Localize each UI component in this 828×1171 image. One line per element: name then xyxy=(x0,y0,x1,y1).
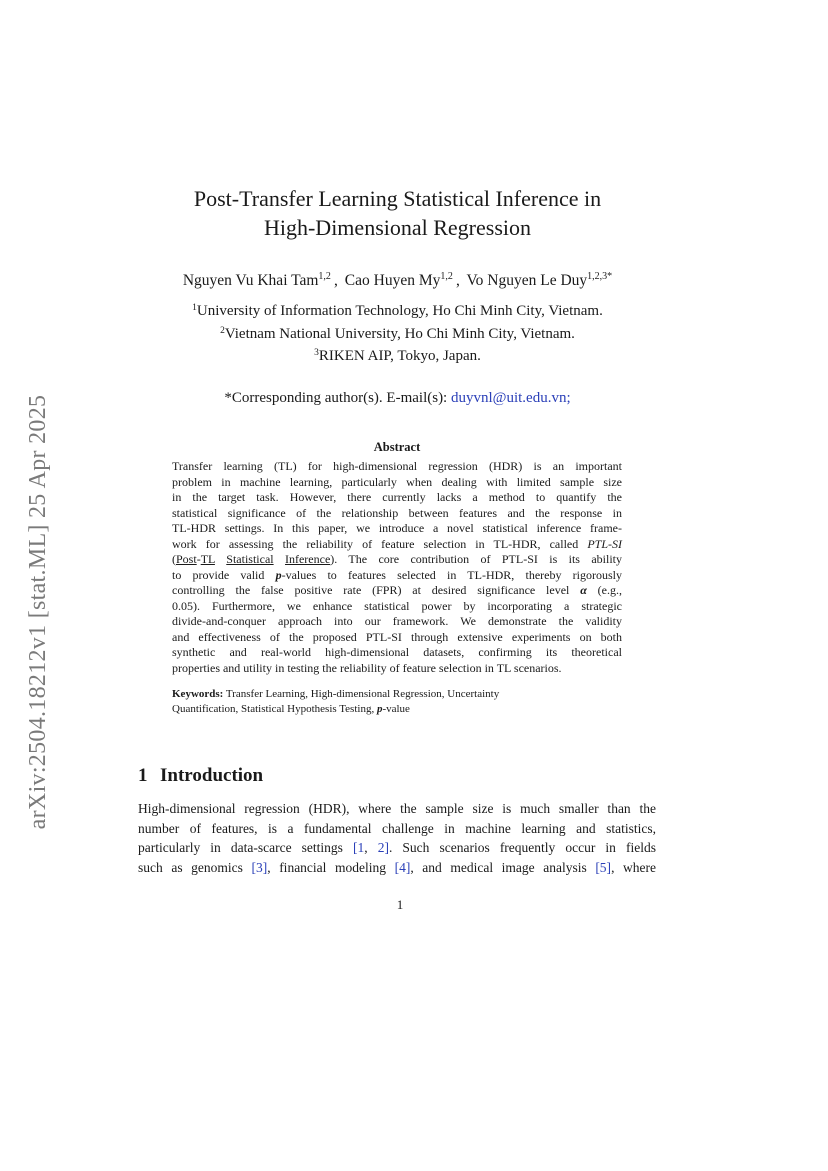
affiliation-3-mark: 3 xyxy=(314,348,319,358)
abstract-line: and effectiveness of the proposed PTL-SI through extensive experiments on both xyxy=(172,629,622,644)
citation-link[interactable]: [3] xyxy=(251,859,268,875)
affiliation-3-text: RIKEN AIP, Tokyo, Japan. xyxy=(318,348,481,364)
intro-text: , xyxy=(364,840,378,855)
abstract-line: TL-HDR settings. In this paper, we introduce a novel statistical inference frame- xyxy=(172,521,622,535)
keywords-line-2 xyxy=(172,702,622,717)
method-name: PTL-SI xyxy=(587,536,623,551)
abstract-line xyxy=(172,568,622,584)
affiliation-2 xyxy=(110,322,685,345)
affiliation-list xyxy=(110,299,685,367)
acronym-letter: TL xyxy=(200,552,215,566)
acronym-letter: Post xyxy=(176,552,197,566)
abstract-text xyxy=(274,552,285,566)
abstract-heading: Abstract xyxy=(373,440,421,454)
intro-line: High-dimensional regression (HDR), where the sample size is much smaller than the xyxy=(138,801,656,816)
author-1-affil: 1,2 xyxy=(318,271,331,282)
affiliation-2-mark: 2 xyxy=(220,325,225,336)
p-symbol: p xyxy=(275,567,282,582)
keywords-text: -value xyxy=(382,703,410,715)
intro-line: number of features, is a fundamental challenge in machine learning and statistics, xyxy=(138,820,656,836)
abstract-text: -values to features selected in TL-HDR, thereby rigorously xyxy=(281,567,623,582)
affiliation-1-mark: 1 xyxy=(192,303,197,313)
abstract-line xyxy=(172,583,622,599)
p-symbol: p xyxy=(376,703,383,715)
author-list: Nguyen Vu Khai Tam$^{1,2}$ , Cao Huyen My$^{1,2}$ , Vo Nguyen Le Duy$^{1,2,3*}$ xyxy=(182,271,613,289)
abstract-text: to provide valid xyxy=(172,567,276,582)
abstract-line: divide-and-conquer approach into our framework. We demonstrate the validity xyxy=(172,614,622,628)
keywords-label: Keywords: xyxy=(172,688,224,700)
author-3 xyxy=(466,272,612,289)
section-number: 1 xyxy=(138,765,148,786)
abstract-text: controlling the false positive rate (FPR) at desired significance level xyxy=(172,583,581,597)
abstract-text xyxy=(215,552,226,566)
acronym-letter: Statistical xyxy=(226,552,274,566)
intro-text: such as genomics xyxy=(138,859,252,875)
email-link[interactable]: duyvnl@uit.edu.vn; xyxy=(450,390,571,406)
affiliation-1-text: University of Information Technology, Ho Chi Minh City, Vietnam. xyxy=(196,303,603,319)
abstract-text: ). The core contribution of PTL-SI is its ability xyxy=(330,552,622,566)
author-1-name: Nguyen Vu Khai Tam xyxy=(182,272,319,289)
abstract-line: statistical significance of the relationship between features and the response in xyxy=(172,505,622,520)
citation-link[interactable]: [4] xyxy=(394,859,411,875)
keywords xyxy=(172,687,622,717)
abstract-line: synthetic and real-world high-dimensional datasets, confirming its theoretical xyxy=(172,645,622,659)
abstract-line xyxy=(172,537,622,553)
author-3-name: Vo Nguyen Le Duy xyxy=(466,272,588,289)
intro-text: particularly in data-scarce settings xyxy=(138,840,353,855)
abstract-body xyxy=(172,459,622,676)
corresponding-author xyxy=(110,388,685,408)
abstract-line: in the target task. However, there currently lacks a method to quantify the xyxy=(172,490,622,504)
title-line-2: High-Dimensional Regression xyxy=(263,215,532,240)
arxiv-identifier: arXiv:2504.18212v1 [stat.ML] 25 Apr 2025 xyxy=(25,394,51,830)
citation-link[interactable]: [1 xyxy=(353,840,365,855)
author-2-affil: 1,2 xyxy=(440,271,453,282)
intro-text: . Such scenarios frequently occur in fields xyxy=(388,840,657,855)
abstract-text: (e.g., xyxy=(586,583,622,597)
intro-paragraph xyxy=(138,799,656,877)
abstract-line xyxy=(172,552,622,568)
keywords-text: Quantification, Statistical Hypothesis Testing, xyxy=(172,703,377,715)
abstract-text: ( xyxy=(172,552,176,566)
affiliation-3 xyxy=(110,344,685,367)
abstract-text: work for assessing the reliability of feature selection in TL-HDR, called xyxy=(172,536,579,551)
author-3-affil: 1,2,3* xyxy=(587,271,613,282)
acronym-letter: Inference xyxy=(284,552,331,566)
affiliation-2-text: Vietnam National University, Ho Chi Minh City, Vietnam. xyxy=(224,325,575,342)
abstract-line: 0.05). Furthermore, we enhance statistical power by incorporating a strategic xyxy=(172,598,622,613)
author-2-name: Cao Huyen My xyxy=(344,272,441,289)
intro-text: , and medical image analysis xyxy=(410,859,596,875)
page-number: 1 xyxy=(396,897,404,912)
keywords-line-1 xyxy=(172,687,622,702)
citation-link[interactable]: [5] xyxy=(595,859,612,875)
abstract-line: Transfer learning (TL) for high-dimensional regression (HDR) is an important xyxy=(172,459,622,473)
abstract-text: - xyxy=(196,552,201,566)
citation-link[interactable]: 2] xyxy=(377,840,389,855)
author-2 xyxy=(345,272,453,289)
paper-title xyxy=(120,184,675,242)
section-title-text: Introduction xyxy=(160,765,264,786)
section-heading xyxy=(138,765,263,787)
abstract-line: properties and utility in testing the reliability of feature selection in TL scenarios. xyxy=(172,660,562,675)
abstract-line: problem in machine learning, particularly when dealing with limited sample size xyxy=(172,474,622,489)
alpha-symbol: α xyxy=(580,583,587,597)
affiliation-1 xyxy=(110,299,685,322)
intro-text: , where xyxy=(611,859,656,875)
intro-text: , financial modeling xyxy=(267,859,395,875)
keywords-text: Transfer Learning, High-dimensional Regression, Uncertainty xyxy=(223,688,500,700)
author-1 xyxy=(183,272,331,289)
title-line-1: Post-Transfer Learning Statistical Inference in xyxy=(193,186,602,211)
intro-line xyxy=(138,838,656,858)
intro-line xyxy=(138,858,656,878)
corresponding-prefix: *Corresponding author(s). E-mail(s): xyxy=(224,390,451,406)
